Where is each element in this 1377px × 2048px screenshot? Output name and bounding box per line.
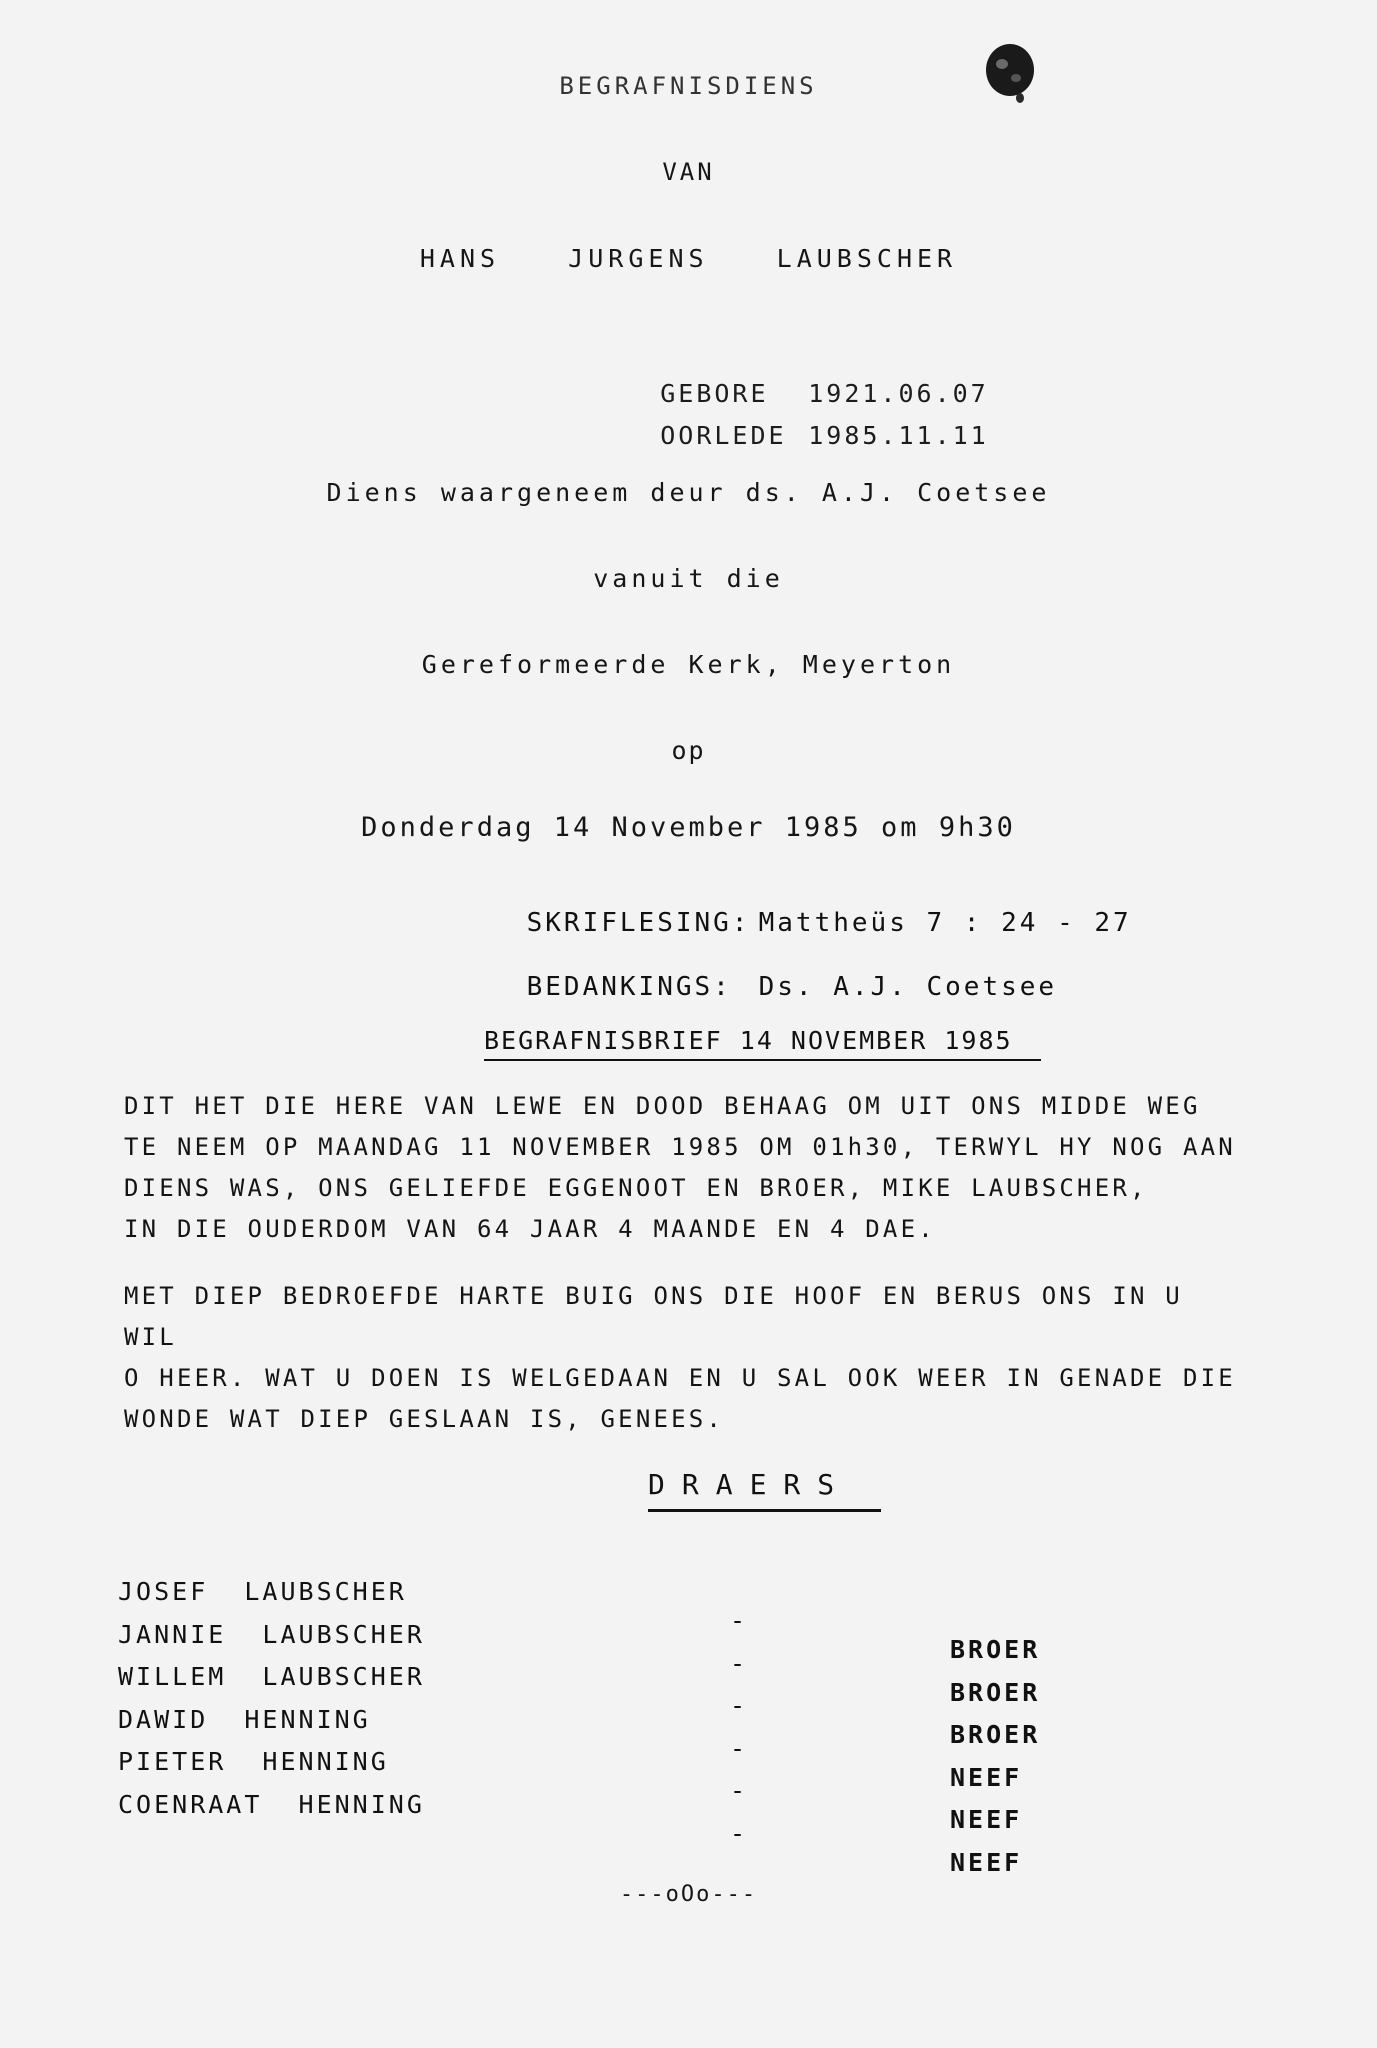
bearer-row	[118, 1761, 1118, 1877]
reading-value: Mattheüs 7 : 24 - 27	[758, 908, 1132, 938]
died-date: 1985.11.11	[808, 421, 989, 450]
bearer-dash: -	[730, 1606, 749, 1635]
service-datetime: Donderdag 14 November 1985 om 9h30	[361, 812, 1016, 843]
service-by: Diens waargeneem deur ds. A.J. Coetsee	[326, 478, 1051, 507]
thanks-value: Ds. A.J. Coetsee	[758, 972, 1058, 1002]
bearer-relation: NEEF	[950, 1805, 1023, 1834]
bearer-relation: BROER	[950, 1720, 1041, 1749]
document-heading: BEGRAFNISDIENS	[559, 72, 818, 100]
deceased-name: HANS JURGENS LAUBSCHER	[419, 244, 958, 273]
bearer-dash: -	[730, 1733, 749, 1763]
closing-mark: ---oOo---	[619, 1882, 758, 1907]
bearer-dash: -	[730, 1691, 749, 1720]
died-label: OORLEDE	[660, 421, 787, 450]
bearer-dash: -	[730, 1818, 749, 1848]
church-name: Gereformeerde Kerk, Meyerton	[421, 650, 956, 679]
bearer-relation: NEEF	[950, 1847, 1023, 1877]
reading-label: SKRIFLESING:	[526, 908, 751, 938]
bearer-dash: -	[730, 1776, 749, 1805]
bearer-relation: NEEF	[950, 1762, 1023, 1792]
thanks-row	[452, 942, 1057, 1032]
bearer-name: COENRAAT HENNING	[118, 1789, 425, 1819]
bearer-relation: BROER	[950, 1677, 1041, 1707]
bearer-name: JOSEF LAUBSCHER	[118, 1577, 407, 1606]
bearers-list	[118, 1548, 1118, 1877]
born-date: 1921.06.07	[808, 379, 989, 408]
thanks-label: BEDANKINGS:	[526, 972, 732, 1002]
condolence-paragraph: MET DIEP BEDROEFDE HARTE BUIG ONS DIE HOOF EN BERUS ONS IN U WIL O HEER. WAT U DOEN IS WELGEDAAN EN U SAL OOK WEER IN GENADE DIE WONDE WAT DIEP GESLAAN IS, GENEES.	[124, 1282, 1236, 1433]
van-label: VAN	[662, 158, 715, 186]
bearer-name: DAWID HENNING	[118, 1704, 371, 1734]
bearer-name: JANNIE LAUBSCHER	[118, 1619, 425, 1649]
op-text: op	[671, 736, 706, 765]
born-label: GEBORE	[660, 379, 769, 408]
bearer-dash: -	[730, 1648, 749, 1678]
announcement-paragraph: DIT HET DIE HERE VAN LEWE EN DOOD BEHAAG OM UIT ONS MIDDE WEG TE NEEM OP MAANDAG 11 NOVEMBER 1985 OM 01h30, TERWYL HY NOG AAN DIENS WAS, ONS GELIEFDE EGGENOOT EN BROER, MIKE LAUBSCHER, IN DIE OUDERDOM VAN 64 JAAR 4 MAANDE EN 4 DAE.	[124, 1092, 1236, 1243]
from-text: vanuit die	[593, 564, 784, 593]
died-row	[588, 392, 989, 479]
bearer-relation: BROER	[950, 1635, 1041, 1664]
bearers-title: DRAERS	[648, 1468, 881, 1512]
bearer-name: WILLEM LAUBSCHER	[118, 1662, 425, 1691]
bearer-name: PIETER HENNING	[118, 1747, 389, 1776]
funeral-letter-title: BEGRAFNISBRIEF 14 NOVEMBER 1985	[484, 1026, 1041, 1061]
